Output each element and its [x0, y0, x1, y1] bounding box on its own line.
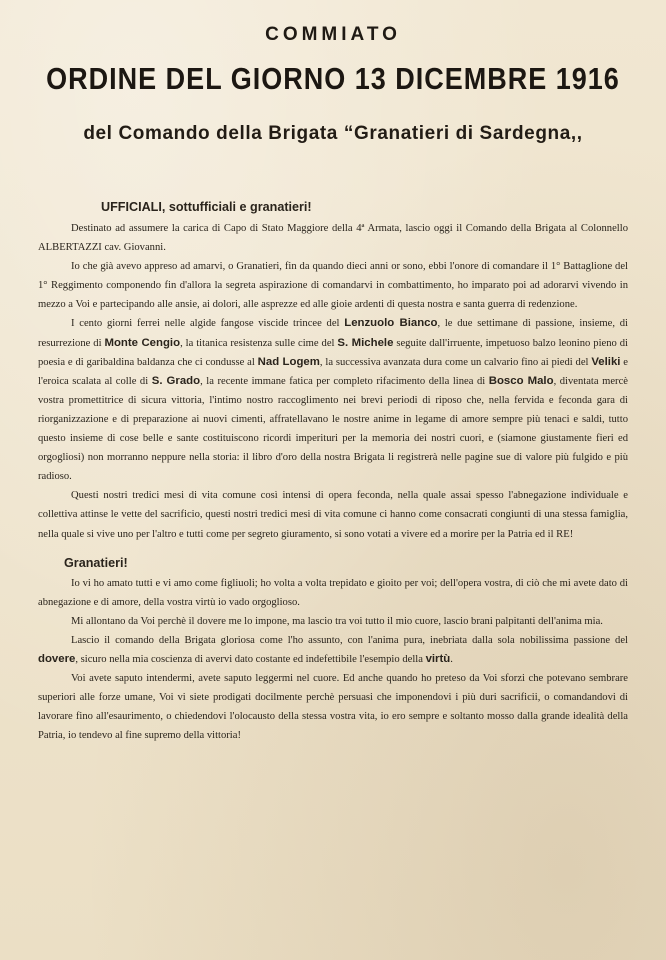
paragraph-8: Voi avete saputo intendermi, avete saputo leggermi nel cuore. Ed anche quando ho preteso da Voi sforzi che potevano sembrare superiori alle forze umane, Voi vi siete prodigati docilmente perchè persuasi che imponendovi i più duri sacrificii, o comandandovi di lavorare fino all'esaurimento, o chiedendovi l'olocausto della stessa vostra vita, io ero sempre e soltanto mosso dalla grande idealità della Patria, io tendevo al fine supremo della vittoria!	[38, 673, 628, 742]
paragraph-3-text-4: seguite dall'irruente, impetuoso balzo leonino pieno di poesia e di garibaldina baldanza che ci condusse al	[38, 337, 628, 368]
paragraph-3-text-1: I cento giorni ferrei nelle algide fangose viscide trincee del	[71, 318, 345, 330]
place-bosco-malo: Bosco Malo	[488, 374, 554, 387]
paragraph-3	[38, 314, 628, 486]
paragraph-5: Io vi ho amato tutti e vi amo come figliuoli; ho volta a volta trepidato e gioito per voi; dell'opera vostra, di ciò che mi avete dato di abnegazione e di amore, della vostra virtù io vado orgoglioso.	[38, 577, 628, 608]
salutation-granatieri: Granatieri!	[64, 555, 128, 570]
place-veliki: Veliki	[591, 355, 621, 368]
paragraph-3-text-8: , diventata mercè vostra promettitrice di sicura vittoria, l'intimo nostro raccoglimento nei brevi periodi di riposo che, nella fervida e feconda gara di riorganizzazione e di preparazione ai nuovi cimenti, affratellavano le nostre anime in legame di amore sempre più tenaci e saldi, tutto questo insieme di cose belle e sante costituiscono ricordi imperituri per la memoria dei nostri cuori, e (siamone giustamente fieri ed orgogliosi) non morranno neppure nella storia: il libro d'oro della nostra Brigata li registrerà nelle pagine sue di valore più fulgido e più radioso.	[38, 375, 628, 483]
place-monte-cengio: Monte Cengio	[104, 336, 181, 349]
paragraph-2: Io che già avevo appreso ad amarvi, o Granatieri, fin da quando dieci anni or sono, ebbi l'onore di comandare il 1° Battaglione del 1° Reggimento componendo fin d'allora la segreta aspirazione di comandarvi in combattimento, ho imparato poi ad adorarvi vivendo in mezzo a Voi e partecipando alle ansie, ai dolori, alle asprezze ed alle gioie ardenti di questa nostra e santa guerra di redenzione.	[38, 261, 628, 311]
paragraph-3-text-5: , la successiva avanzata dura come un calvario fino ai piedi del	[319, 356, 592, 368]
paragraph-7-text-1: Lascio il comando della Brigata gloriosa come l'ho assunto, con l'anima pura, inebriata dalla sola nobilissima passione del	[71, 634, 628, 646]
paragraph-6: Mi allontano da Voi perchè il dovere me lo impone, ma lascio tra voi tutto il mio cuore, lascio brani palpitanti dell'anima mia.	[71, 615, 603, 627]
place-s-grado: S. Grado	[151, 374, 201, 387]
paragraph-4: Questi nostri tredici mesi di vita comune così intensi di opera feconda, nella quale assai spesso l'abnegazione individuale e collettiva attinse le vette del sacrificio, questi nostri tredici mesi di vita comune ci hanno come consacrati congiunti di una stessa famiglia, nella quale si vive uno per l'altro e tutti come per segreto giuramento, si sono votati a vivere ed a morire per la Patria ed il RE!	[38, 490, 628, 540]
paragraph-3-text-7: , la recente immane fatica per completo rifacimento della linea di	[200, 375, 489, 387]
paragraph-7-text-3: .	[450, 653, 453, 665]
place-lenzuolo-bianco: Lenzuolo Bianco	[344, 317, 438, 330]
paragraph-7-text-2: , sicuro nella mia coscienza di avervi dato costante ed indefettibile l'esempio della	[75, 653, 426, 665]
place-s-michele: S. Michele	[337, 336, 394, 349]
paragraph-1: Destinato ad assumere la carica di Capo di Stato Maggiore della 4ª Armata, lascio oggi il Comando della Brigata al Colonnello ALBERTAZZI cav. Giovanni.	[38, 223, 628, 254]
header-ordine-del-giorno: ORDINE DEL GIORNO 13 DICEMBRE 1916	[46, 62, 620, 96]
word-dovere: dovere	[38, 652, 76, 665]
word-virtu: virtù	[425, 652, 451, 665]
header-comando-brigata: del Comando della Brigata “Granatieri di Sardegna,,	[83, 123, 583, 144]
header-commiato: COMMIATO	[265, 24, 401, 45]
document-body	[38, 197, 628, 745]
paragraph-7	[38, 631, 628, 669]
paragraph-3-text-6: e l'eroica scalata al colle di	[38, 356, 628, 387]
place-nad-logem: Nad Logem	[257, 355, 320, 368]
paragraph-3-text-2: , le due settimane di passione, insieme, di resurrezione di	[38, 318, 628, 349]
salutation-ufficiali: UFFICIALI, sottufficiali e granatieri!	[101, 200, 312, 214]
paragraph-3-text-3: , la titanica resistenza sulle cime del	[180, 337, 338, 349]
